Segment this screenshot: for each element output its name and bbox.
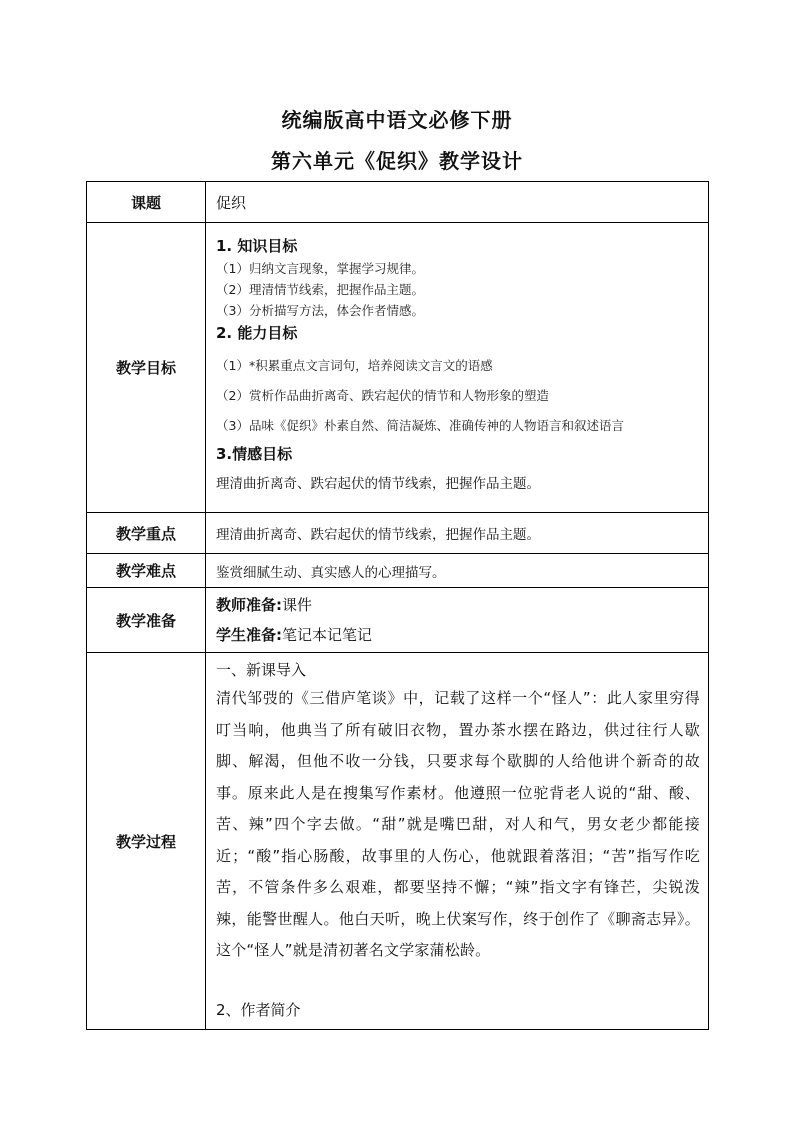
teacher-preparation-value: 课件: [282, 596, 313, 614]
document-title: 统编版高中语文必修下册: [281, 108, 513, 132]
process-label: 教学过程: [87, 653, 206, 1030]
teacher-preparation-label: 教师准备:: [216, 596, 282, 614]
goals-label: 教学目标: [87, 223, 206, 513]
process-section-author: 2、作者简介: [216, 1001, 301, 1019]
knowledge-goal-item: （2）理清情节线索，把握作品主题。: [216, 282, 424, 297]
table-row-topic: [87, 182, 709, 223]
difficulty-label: 教学难点: [87, 554, 206, 588]
difficulty-value: 鉴赏细腻生动、真实感人的心理描写。: [216, 564, 446, 581]
key-point-cell: [206, 513, 709, 554]
key-point-label: 教学重点: [87, 513, 206, 554]
preparation-cell: [206, 588, 709, 653]
difficulty-cell: [206, 554, 709, 588]
document-subtitle: 第六单元《促织》教学设计: [271, 149, 523, 173]
knowledge-goal-heading: 1. 知识目标: [216, 237, 298, 255]
preparation-label: 教学准备: [87, 588, 206, 653]
table-row-key-point: [87, 513, 709, 554]
goals-cell: [206, 223, 709, 513]
ability-goal-item: （1）*积累重点文言词句，培养阅读文言文的语感: [216, 358, 493, 373]
table-row-process: [87, 653, 709, 1030]
emotion-goal-heading: 3.情感目标: [216, 445, 293, 463]
ability-goal-item: （3）品味《促织》朴素自然、简洁凝炼、准确传神的人物语言和叙述语言: [216, 418, 624, 433]
topic-cell: [206, 182, 709, 223]
table-row-goals: [87, 223, 709, 513]
lesson-plan-table: [86, 181, 709, 1030]
student-preparation-label: 学生准备:: [216, 626, 282, 644]
knowledge-goal-item: （1）归纳文言现象，掌握学习规律。: [216, 261, 424, 276]
topic-label: 课题: [87, 182, 206, 223]
process-intro-paragraph: 清代邹弢的《三借庐笔谈》中，记载了这样一个“怪人”：此人家里穷得叮当响，他典当了所有破旧衣物，置办茶水摆在路边，供过往行人歇脚、解渴，但他不收一分钱，只要求每个歇脚的人给他讲个新奇的故事。原来此人是在搜集写作素材。他遵照一位驼背老人说的“甜、酸、苦、辣”四个字去做。“甜”就是嘴巴甜，对人和气，男女老少都能接近；“酸”指心肠酸，故事里的人伤心，他就跟着落泪；“苦”指写作吃苦，不管条件多么艰难，都要坚持不懈；“辣”指文字有锋芒，尖锐泼辣，能警世醒人。他白天听，晚上伏案写作，终于创作了《聊斋志异》。这个“怪人”就是清初著名文学家蒲松龄。: [216, 689, 700, 959]
ability-goal-heading: 2. 能力目标: [216, 324, 298, 342]
process-cell: [206, 653, 709, 1030]
teacher-preparation: [216, 590, 700, 620]
topic-value: 促织: [216, 193, 247, 212]
student-preparation: [216, 620, 700, 650]
ability-goal-item: （2）赏析作品曲折离奇、跌宕起伏的情节和人物形象的塑造: [216, 388, 549, 403]
knowledge-goal-item: （3）分析描写方法，体会作者情感。: [216, 303, 424, 318]
table-row-preparation: [87, 588, 709, 653]
key-point-value: 理清曲折离奇、跌宕起伏的情节线索，把握作品主题。: [216, 527, 540, 543]
student-preparation-value: 笔记本记笔记: [282, 626, 373, 644]
table-row-difficulty: [87, 554, 709, 588]
process-section-intro: 一、新课导入: [216, 661, 307, 679]
emotion-goal-text: 理清曲折离奇、跌宕起伏的情节线索，把握作品主题。: [216, 476, 540, 492]
